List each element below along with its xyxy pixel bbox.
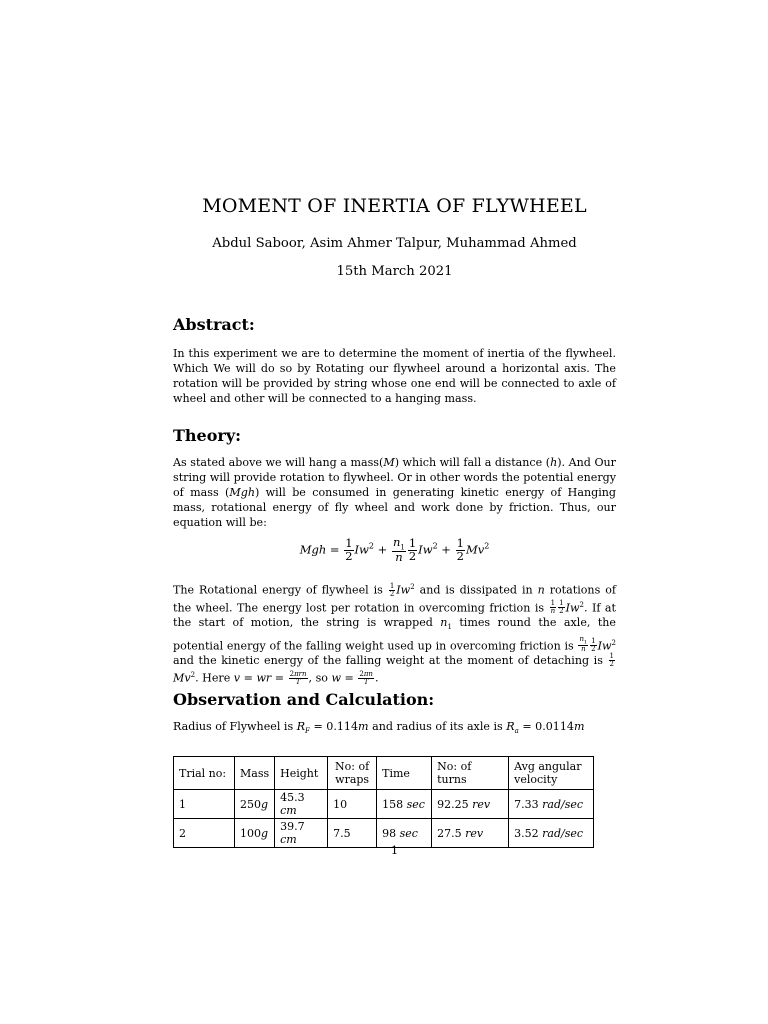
theory-heading: Theory: bbox=[173, 426, 242, 445]
header-time: Time bbox=[377, 757, 432, 790]
header-trial: Trial no: bbox=[174, 757, 235, 790]
cell-time: 158 sec bbox=[377, 790, 432, 819]
table-row bbox=[174, 790, 594, 819]
energy-equation: Mgh = $\frac{1}{2}$ $Iw^2$ + $\frac{n_1}{n}$ $\frac{1}{2}$ $Iw^2$ + $\frac{1}{2}$ Mv$^2$ bbox=[299, 535, 490, 565]
header-turns: No: of turns bbox=[432, 757, 509, 790]
header-mass: Mass bbox=[235, 757, 275, 790]
paper-title: MOMENT OF INERTIA OF FLYWHEEL bbox=[202, 195, 587, 217]
theory-paragraph-1: As stated above we will hang a mass(M) which will fall a distance (h). And Our string will provide rotation to flywheel. Or in other words the potential energy of mass (Mgh) will be consumed in generating kinetic energy of Hanging mass, rotational energy of fly wheel and work done by friction. Thus, our equation will be: bbox=[173, 456, 616, 529]
header-velocity: Avg angular velocity bbox=[509, 757, 594, 790]
cell-mass: 100g bbox=[235, 819, 275, 848]
paper-authors: Abdul Saboor, Asim Ahmer Talpur, Muhammad Ahmed bbox=[212, 236, 577, 251]
header-height: Height bbox=[275, 757, 328, 790]
page-number: 1 bbox=[390, 843, 399, 857]
observation-heading: Observation and Calculation: bbox=[173, 690, 435, 709]
cell-mass: 250g bbox=[235, 790, 275, 819]
header-wraps: No: of wraps bbox=[328, 757, 377, 790]
cell-height: 39.7 cm bbox=[275, 819, 328, 848]
theory-paragraph-2: The Rotational energy of flywheel is $\frac{1}{2}$ Iw$^2$ and is dissipated in n rotations of the wheel. The energy lost per rotation in overcoming friction is $\frac{1}{n}$ $\frac{1}{2}$ Iw$^2$. If at the start of motion, the string is wrapped $n_1$ times round the axle, the potential energy of the falling weight used up in overcoming friction is $\frac{n_1}{n}$ $\frac{1}{2}$ Iw$^2$ and the kinetic energy of the falling weight at the moment of detaching is $\frac{1}{2}$ Mv$^2$. Here v = wr = $\frac{\text{2πrn}}{T}$ , so w = $\frac{2\pi n}{T}$ . bbox=[173, 581, 616, 686]
cell-turns: 92.25 rev bbox=[432, 790, 509, 819]
cell-time: 98 sec bbox=[377, 819, 432, 848]
cell-height: 45.3 cm bbox=[275, 790, 328, 819]
radius-statement: Radius of Flywheel is $R_F = 0.114m$ and radius of its axle is $R_a = 0.0114m$ bbox=[173, 720, 585, 736]
cell-wraps: 7.5 bbox=[328, 819, 377, 848]
cell-velocity: 3.52 rad/sec bbox=[509, 819, 594, 848]
table-header-row bbox=[174, 757, 594, 790]
abstract-heading: Abstract: bbox=[173, 315, 255, 334]
cell-trial: 1 bbox=[174, 790, 235, 819]
cell-turns: 27.5 rev bbox=[432, 819, 509, 848]
observation-table bbox=[173, 756, 594, 848]
cell-trial: 2 bbox=[174, 819, 235, 848]
cell-wraps: 10 bbox=[328, 790, 377, 819]
paper-date: 15th March 2021 bbox=[336, 264, 453, 279]
cell-velocity: 7.33 rad/sec bbox=[509, 790, 594, 819]
abstract-text: In this experiment we are to determine the moment of inertia of the flywheel. Which We will do so by Rotating our flywheel around a horizontal axis. The rotation will be provided by string whose one end will be connected to axle of wheel and other will be connected to a hanging mass. bbox=[173, 347, 616, 405]
